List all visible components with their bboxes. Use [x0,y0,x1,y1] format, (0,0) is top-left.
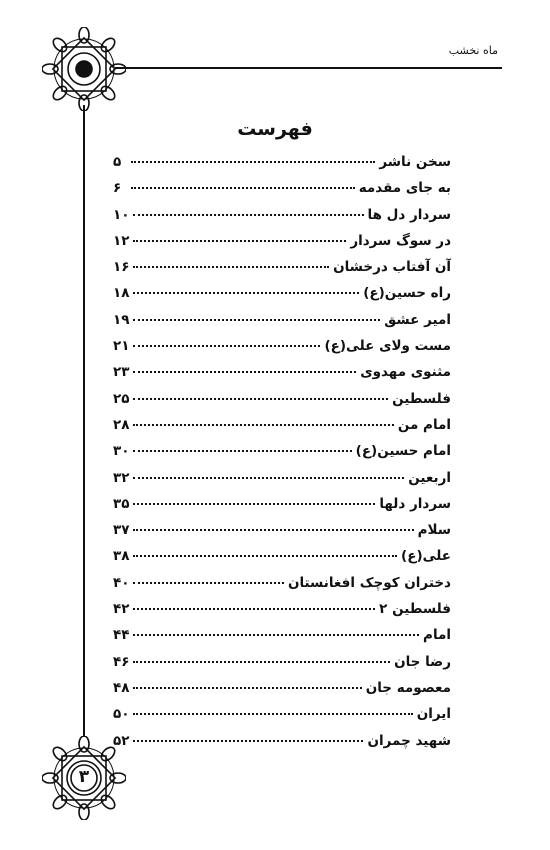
toc-dot-leader [133,266,329,268]
toc-dot-leader [133,529,413,531]
toc-entry-page: ۱۲ [113,232,130,249]
toc-entry-page: ۱۸ [113,285,130,302]
toc-entry[interactable] [113,470,451,496]
header-rule [115,67,502,69]
toc-entry[interactable] [113,391,451,417]
toc-entry-page: ۲۱ [113,338,130,355]
toc-entry-title: در سوگ سردار [350,232,451,249]
toc-entry-page: ۳۸ [113,548,130,565]
toc-entry[interactable] [113,364,451,390]
toc-entry-title: امام [423,627,451,644]
toc-dot-leader [133,477,404,479]
toc-title: فهرست [237,118,313,140]
toc-entry-page: ۳۲ [113,469,130,486]
toc-entry[interactable] [113,154,451,180]
toc-entry-title: امام حسین(ع) [355,443,451,460]
toc-entry-page: ۵ [113,154,122,170]
toc-dot-leader [133,240,346,242]
toc-dot-leader [133,424,393,426]
toc-entry-title: اربعین [408,469,451,486]
toc-entry-title: راه حسین(ع) [363,285,451,302]
toc-entry[interactable] [113,443,451,469]
toc-entry-title: امیر عشق [384,311,451,328]
toc-entry-page: ۴۰ [113,574,130,591]
toc-dot-leader [133,634,419,636]
toc-entry-title: امام من [397,416,451,433]
toc-entry[interactable] [113,627,451,653]
toc-dot-leader [133,608,375,610]
toc-entry-page: ۱۰ [113,206,130,223]
toc-entry-title: رضا جان [394,653,451,670]
toc-entry[interactable] [113,233,451,259]
toc-dot-leader [133,292,359,294]
toc-entry-title: معصومه جان [365,679,451,696]
toc-entry[interactable] [113,496,451,522]
toc-entry-page: ۱۹ [113,311,130,328]
toc-entry[interactable] [113,312,451,338]
toc-entry[interactable] [113,733,451,759]
page-number: ۳ [78,767,90,787]
toc-entry-page: ۴۲ [113,601,130,618]
toc-entry[interactable] [113,575,451,601]
toc-entry[interactable] [113,522,451,548]
toc-entry-page: ۲۸ [113,416,130,433]
toc-entry-title: سردار دلها [379,495,451,512]
toc-entry-title: فلسطین ۲ [379,601,451,618]
toc-entry-page: ۴۸ [113,679,130,696]
toc-entry[interactable] [113,285,451,311]
toc-entry-page: ۲۳ [113,364,130,381]
toc-dot-leader [131,161,375,163]
toc-entry-page: ۳۰ [113,443,130,460]
toc-dot-leader [133,503,375,505]
toc-entry-title: فلسطین [392,390,451,407]
toc-dot-leader [133,687,361,689]
toc-dot-leader [133,450,351,452]
toc-entry-page: ۲۵ [113,390,130,407]
toc-dot-leader [133,661,390,663]
toc-entry-title: مثنوی مهدوی [360,364,451,381]
toc-entry[interactable] [113,180,451,206]
toc-list [113,154,451,759]
toc-dot-leader [133,740,363,742]
toc-entry-title: به جای مقدمه [358,180,451,197]
toc-entry-page: ۳۷ [113,522,130,539]
toc-entry-title: علی(ع) [401,548,451,565]
toc-entry-page: ۵۲ [113,732,130,749]
toc-entry-title: سخن ناشر [379,154,451,170]
toc-entry-page: ۴۶ [113,653,130,670]
toc-dot-leader [133,582,283,584]
toc-entry-page: ۳۵ [113,495,130,512]
running-header: ماه نخشب [448,44,498,57]
toc-dot-leader [131,187,355,189]
toc-entry[interactable] [113,601,451,627]
toc-entry-page: ۴۴ [113,627,130,644]
toc-entry[interactable] [113,338,451,364]
toc-entry-title: آن آفتاب درخشان [333,259,451,276]
toc-entry[interactable] [113,680,451,706]
toc-entry-page: ۱۶ [113,259,130,276]
margin-rule [83,105,85,737]
toc-entry-title: سردار دل ها [367,206,451,223]
floral-ornament-icon [42,27,126,111]
toc-entry-title: مست ولای علی(ع) [324,338,451,355]
toc-dot-leader [133,319,380,321]
toc-dot-leader [133,398,388,400]
toc-entry-page: ۵۰ [113,706,130,723]
toc-entry[interactable] [113,548,451,574]
toc-dot-leader [133,345,320,347]
toc-entry-title: دختران کوچک افغانستان [287,574,451,591]
toc-entry-page: ۶ [113,180,122,197]
toc-dot-leader [133,555,397,557]
toc-entry-title: شهید چمران [367,732,451,749]
toc-dot-leader [133,371,356,373]
toc-entry[interactable] [113,706,451,732]
toc-dot-leader [133,713,412,715]
toc-dot-leader [133,214,363,216]
toc-entry[interactable] [113,259,451,285]
toc-entry-title: سلام [417,522,451,539]
toc-entry[interactable] [113,207,451,233]
toc-entry-title: ایران [416,706,451,723]
toc-entry[interactable] [113,417,451,443]
toc-entry[interactable] [113,654,451,680]
